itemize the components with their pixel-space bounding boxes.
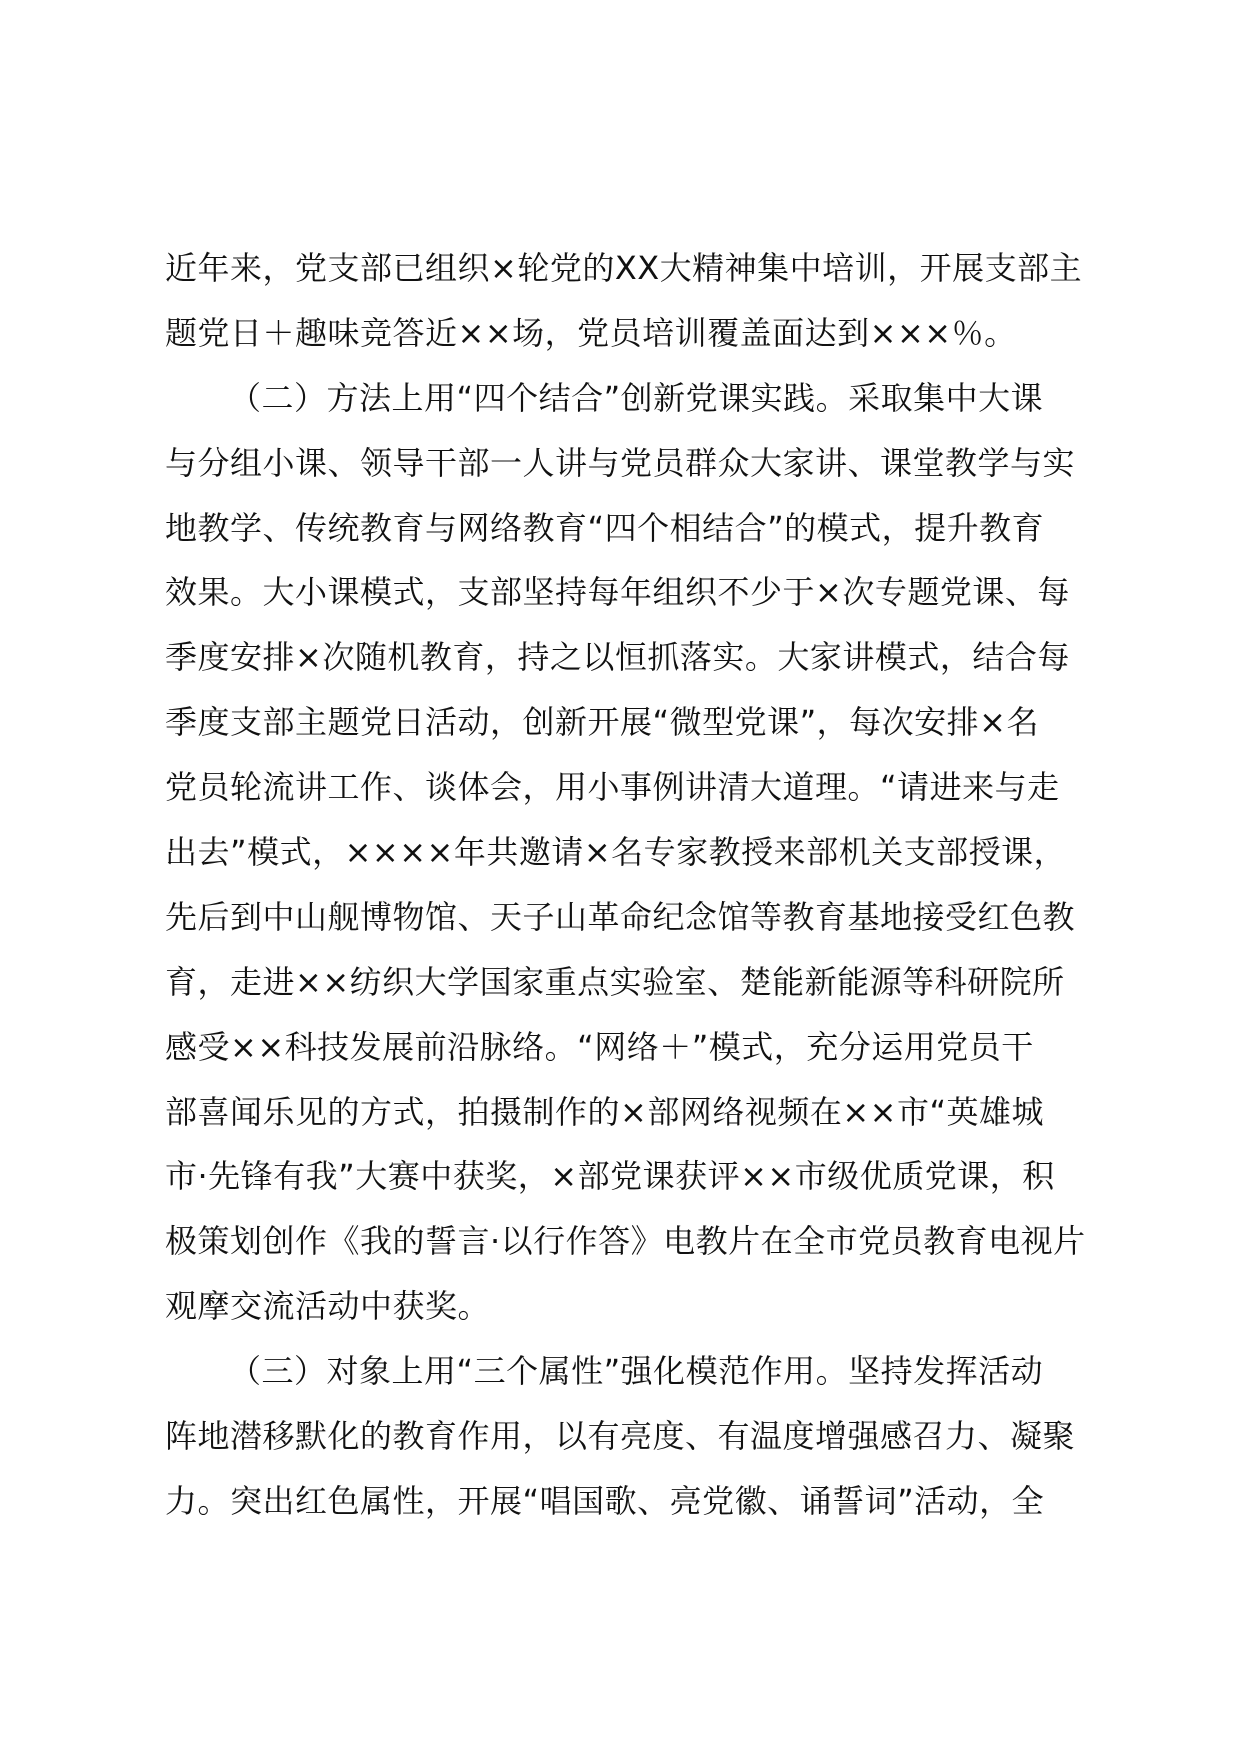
body-text [165, 236, 1105, 1534]
text-line: 先后到中山舰博物馆、天子山革命纪念馆等教育基地接受红色教 [165, 897, 1076, 936]
text-line: 观摩交流活动中获奖。 [165, 1287, 491, 1326]
text-line: 效果。大小课模式，支部坚持每年组织不少于×次专题党课、每 [165, 573, 1070, 612]
text-line: 市·先锋有我”大赛中获奖，×部党课获评××市级优质党课，积 [165, 1157, 1055, 1196]
text-line: 季度支部主题党日活动，创新开展“微型党课”，每次安排×名 [165, 703, 1039, 742]
section-heading-line: （三）对象上用“三个属性”强化模范作用。坚持发挥活动 [229, 1352, 1044, 1391]
text-line: 地教学、传统教育与网络教育“四个相结合”的模式，提升教育 [165, 508, 1045, 547]
text-line: 力。突出红色属性，开展“唱国歌、亮党徽、诵誓词”活动，全 [165, 1481, 1045, 1520]
text-line: 题党日＋趣味竞答近××场，党员培训覆盖面达到×××％。 [165, 313, 1017, 352]
text-line: 部喜闻乐见的方式，拍摄制作的×部网络视频在××市“英雄城 [165, 1092, 1045, 1131]
text-line: 育，走进××纺织大学国家重点实验室、楚能新能源等科研院所 [165, 962, 1065, 1001]
text-line: 极策划创作《我的誓言·以行作答》电教片在全市党员教育电视片 [165, 1222, 1086, 1261]
text-line: 阵地潜移默化的教育作用，以有亮度、有温度增强感召力、凝聚 [165, 1417, 1076, 1456]
text-line: 与分组小课、领导干部一人讲与党员群众大家讲、课堂教学与实 [165, 443, 1076, 482]
text-line: 近年来，党支部已组织×轮党的XX大精神集中培训，开展支部主 [165, 249, 1083, 287]
text-line: 出去”模式，××××年共邀请×名专家教授来部机关支部授课， [165, 833, 1067, 872]
section-heading-line: （二）方法上用“四个结合”创新党课实践。采取集中大课 [229, 378, 1044, 417]
text-line: 季度安排×次随机教育，持之以恒抓落实。大家讲模式，结合每 [165, 638, 1070, 677]
text-line: 感受××科技发展前沿脉络。“网络＋”模式，充分运用党员干 [165, 1027, 1034, 1066]
text-line: 党员轮流讲工作、谈体会，用小事例讲清大道理。“请进来与走 [165, 768, 1060, 807]
